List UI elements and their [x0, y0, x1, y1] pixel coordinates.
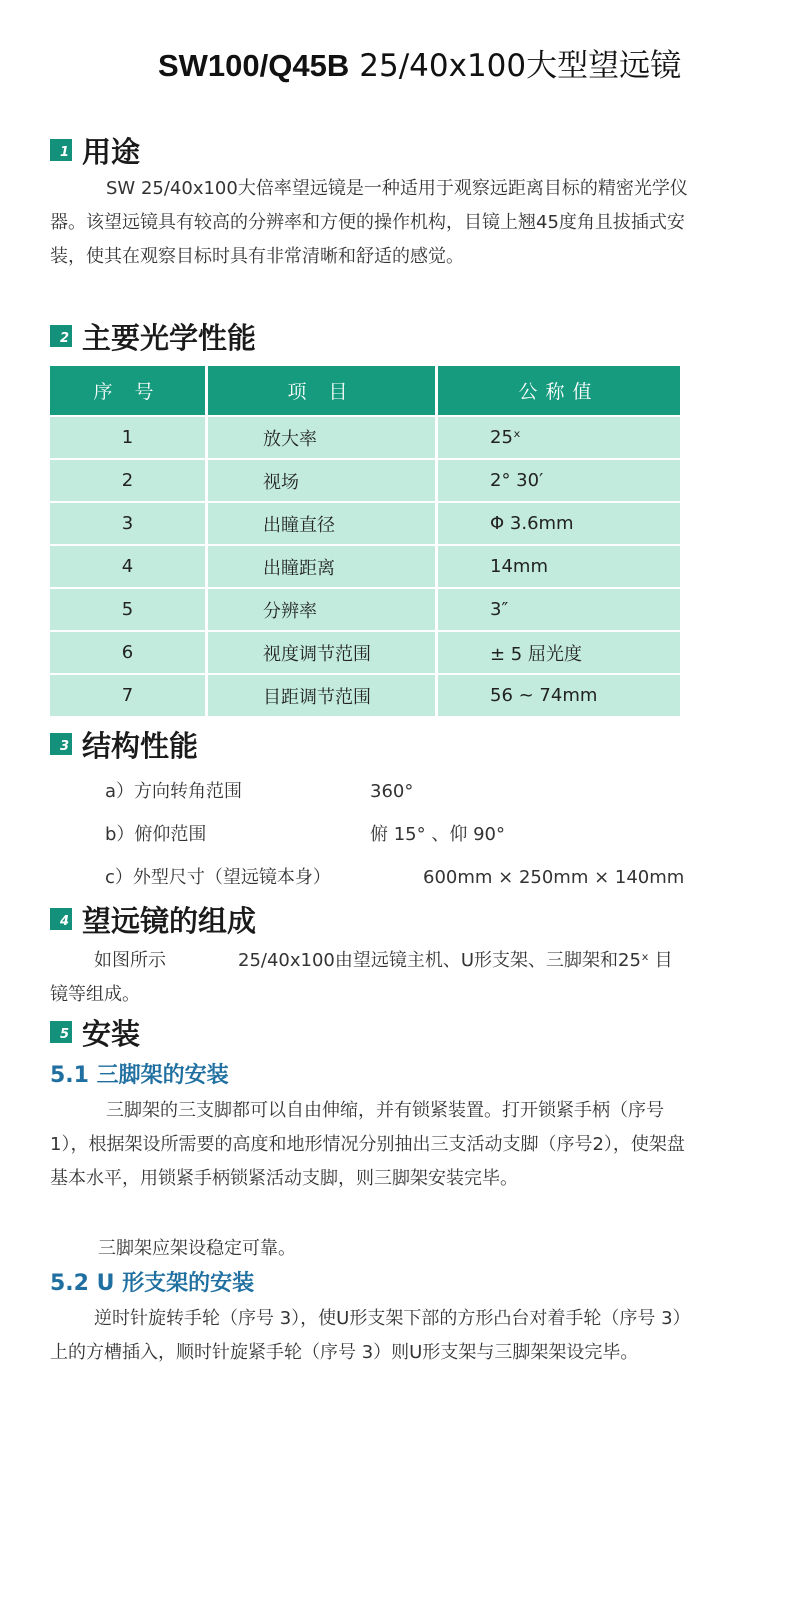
subsection-ubracket-heading: 5.2 U 形支架的安装	[50, 1271, 255, 1296]
row-value: 25ˣ	[435, 415, 680, 458]
row-index: 6	[50, 630, 205, 673]
row-value: ± 5 屈光度	[435, 630, 680, 673]
table-row	[50, 630, 680, 673]
section-install-heading	[50, 1012, 140, 1052]
structure-value: 600mm × 250mm × 140mm	[423, 867, 685, 888]
section-number-badge: 2	[50, 325, 72, 347]
composition-paragraph	[50, 944, 690, 1012]
tripod-note	[50, 1232, 690, 1266]
usage-paragraph	[50, 172, 690, 274]
structure-value: 360°	[370, 781, 414, 802]
row-value: Φ 3.6mm	[435, 501, 680, 544]
subsection-tripod-heading: 5.1 三脚架的安装	[50, 1063, 229, 1088]
section-title: 安装	[82, 1016, 141, 1051]
table-header-row	[50, 366, 680, 415]
row-index: 3	[50, 501, 205, 544]
table-row	[50, 415, 680, 458]
structure-label: a）方向转角范围	[105, 781, 243, 802]
column-header: 序 号	[50, 366, 205, 415]
row-item: 目距调节范围	[205, 673, 435, 716]
row-index: 1	[50, 415, 205, 458]
row-value: 2° 30′	[435, 458, 680, 501]
ubracket-text: 逆时针旋转手轮（序号 3），使U形支架下部的方形凸台对着手轮（序号 3）上的方槽插入，顺时针旋紧手轮（序号 3）则U形支架与三脚架架设完毕。	[50, 1308, 682, 1363]
optics-spec-table	[50, 366, 680, 716]
section-title: 用途	[82, 134, 141, 169]
structure-label: b）俯仰范围	[105, 824, 207, 845]
tripod-text: 三脚架的三支脚都可以自由伸缩，并有锁紧装置。打开锁紧手柄（序号 1），根据架设所需要的高度和地形情况分别抽出三支活动支脚（序号2），使架盘基本水平，用锁紧手柄锁紧活动支脚，则三脚架安装完毕。	[50, 1100, 685, 1189]
row-item: 视度调节范围	[205, 630, 435, 673]
row-value: 56 ~ 74mm	[435, 673, 680, 716]
row-item: 视场	[205, 458, 435, 501]
table-row	[50, 673, 680, 716]
row-index: 2	[50, 458, 205, 501]
row-index: 4	[50, 544, 205, 587]
row-item: 出瞳距离	[205, 544, 435, 587]
section-number-badge: 3	[50, 733, 72, 755]
row-item: 出瞳直径	[205, 501, 435, 544]
section-title: 结构性能	[82, 728, 199, 763]
section-optics-heading	[50, 316, 256, 356]
document-title	[158, 40, 681, 85]
row-value: 14mm	[435, 544, 680, 587]
section-composition-heading	[50, 899, 256, 939]
section-number-badge: 4	[50, 908, 72, 930]
column-header: 公称值	[435, 366, 680, 415]
structure-value: 俯 15° 、仰 90°	[370, 824, 505, 845]
row-value: 3″	[435, 587, 680, 630]
section-number-badge: 5	[50, 1021, 72, 1043]
tripod-paragraph	[50, 1094, 690, 1196]
ubracket-paragraph	[50, 1302, 690, 1370]
usage-text: SW 25/40x100大倍率望远镜是一种适用于观察远距离目标的精密光学仪器。该望远镜具有较高的分辨率和方便的操作机构，目镜上翘45度角且拔插式安装，使其在观察目标时具有非常清晰和舒适的感觉。	[50, 178, 688, 267]
model-code: SW100/Q45B	[158, 48, 350, 83]
row-index: 5	[50, 587, 205, 630]
table-row	[50, 544, 680, 587]
column-header: 项 目	[205, 366, 435, 415]
composition-text: 如图所示 25/40x100由望远镜主机、U形支架、三脚架和25ˣ 目镜等组成。	[50, 950, 673, 1005]
table-row	[50, 587, 680, 630]
section-usage-heading	[50, 130, 140, 170]
structure-label: c）外型尺寸（望远镜本身）	[105, 867, 331, 888]
section-number-badge: 1	[50, 139, 72, 161]
row-index: 7	[50, 673, 205, 716]
row-item: 分辨率	[205, 587, 435, 630]
section-structure-heading	[50, 724, 198, 764]
section-title: 望远镜的组成	[82, 903, 257, 938]
row-item: 放大率	[205, 415, 435, 458]
product-name: 25/40x100大型望远镜	[359, 48, 682, 84]
tripod-note-text: 三脚架应架设稳定可靠。	[98, 1238, 296, 1259]
section-title: 主要光学性能	[82, 320, 257, 355]
table-row	[50, 501, 680, 544]
table-row	[50, 458, 680, 501]
